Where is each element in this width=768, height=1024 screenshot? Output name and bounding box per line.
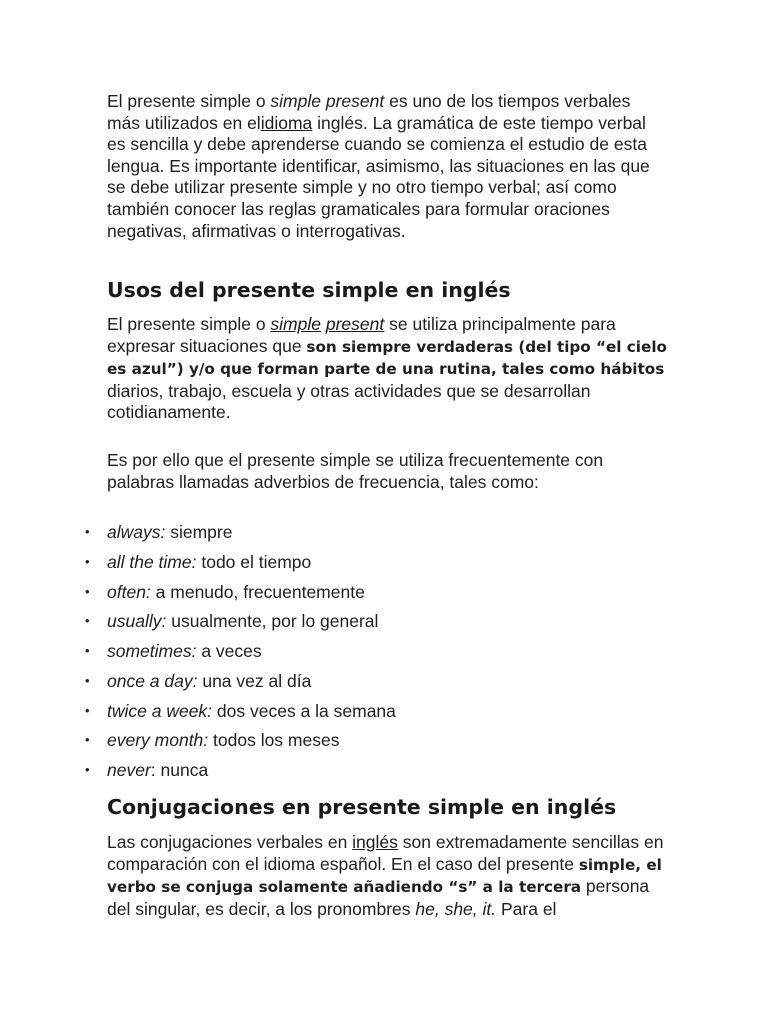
list-item <box>0 729 768 759</box>
conj-text: Para el <box>496 898 557 919</box>
adverb-meaning: a menudo, frecuentemente <box>150 581 365 602</box>
intro-text: inglés. La gramática de este tiempo verbal es sencilla y debe aprenderse cuando se comienza el estudio de esta lengua. Es importante identificar, asimismo, las situaciones en las que se debe utilizar presente simple y no otro tiempo verbal; así como también conocer las reglas gramaticales para formular oraciones negativas, afirmativas o interrogativas. <box>107 112 650 241</box>
adverb-term: usually: <box>107 611 167 632</box>
simple-link[interactable]: simple <box>270 314 321 334</box>
intro-italic-term: simple present <box>270 91 385 111</box>
bullet-icon: • <box>85 732 90 748</box>
list-item <box>0 581 768 611</box>
adverb-term: every month: <box>107 730 209 751</box>
intro-text: El presente simple o <box>107 91 271 111</box>
bullet-icon: • <box>85 553 90 569</box>
adverb-meaning: a veces <box>196 641 262 661</box>
adverb-term: always: <box>107 522 166 542</box>
adverb-term: twice a week: <box>107 700 213 721</box>
bullet-icon: • <box>85 762 90 777</box>
ingles-link[interactable]: inglés <box>352 832 398 852</box>
list-item <box>0 670 768 700</box>
list-item <box>0 610 768 640</box>
adverb-meaning: todo el tiempo <box>196 551 312 572</box>
list-item <box>0 521 768 551</box>
adverb-meaning: usualmente, por lo general <box>166 611 379 632</box>
bullet-icon: • <box>85 643 90 658</box>
adverb-term: all the time: <box>107 551 197 572</box>
conj-text: persona del singular, es decir, a los pronombres <box>107 876 650 919</box>
adverb-meaning: todos los meses <box>208 730 340 751</box>
section-heading-usos: Usos del presente simple en inglés <box>107 278 511 302</box>
bullet-icon: • <box>85 524 90 539</box>
usos-text: se utiliza principalmente para expresar situaciones que <box>107 314 616 356</box>
adverb-term: sometimes: <box>107 641 197 661</box>
list-item <box>0 700 768 730</box>
section-heading-conjugaciones: Conjugaciones en presente simple en inglés <box>107 795 617 819</box>
usos-text: El presente simple o <box>107 314 271 334</box>
frequency-paragraph: Es por ello que el presente simple se utiliza frecuentemente con palabras llamadas adverbios de frecuencia, tales como: <box>107 450 604 492</box>
idioma-link[interactable]: idioma <box>260 112 313 133</box>
adverb-term: once a day: <box>107 670 198 691</box>
adverb-term: never <box>107 760 151 780</box>
intro-paragraph <box>107 91 667 242</box>
adverb-term: often: <box>107 581 151 602</box>
conj-italic-pronouns: he, she, it. <box>415 898 497 919</box>
usos-paragraph <box>107 314 667 424</box>
conj-text: Las conjugaciones verbales en <box>107 832 353 852</box>
conj-bold-text: simple, el verbo se conjuga solamente añadiendo “s” a la tercera <box>107 855 662 897</box>
intro-text: es uno de los tiempos verbales más utilizados en el <box>107 91 631 133</box>
usos-text: diarios, trabajo, escuela y otras actividades que se desarrollan cotidianamente. <box>107 380 591 423</box>
adverbs-list <box>0 521 768 789</box>
bullet-icon: • <box>85 583 90 599</box>
adverb-meaning: dos veces a la semana <box>212 700 396 721</box>
conj-text: son extremadamente sencillas en comparación con el idioma español. En el caso del presente <box>107 832 664 874</box>
list-item <box>0 640 768 670</box>
adverb-meaning: una vez al día <box>197 670 312 691</box>
conjugaciones-paragraph <box>107 832 667 920</box>
bullet-icon: • <box>85 613 90 629</box>
bullet-icon: • <box>85 702 90 718</box>
bullet-icon: • <box>85 672 90 688</box>
list-item <box>0 551 768 581</box>
adverb-meaning: : nunca <box>150 760 209 780</box>
list-item <box>0 759 768 789</box>
present-link[interactable]: present <box>325 314 385 334</box>
usos-bold-text: son siempre verdaderas (del tipo “el cielo es azul”) y/o que forman parte de una rutina, tales como hábitos <box>107 337 667 379</box>
adverb-meaning: siempre <box>165 522 233 542</box>
